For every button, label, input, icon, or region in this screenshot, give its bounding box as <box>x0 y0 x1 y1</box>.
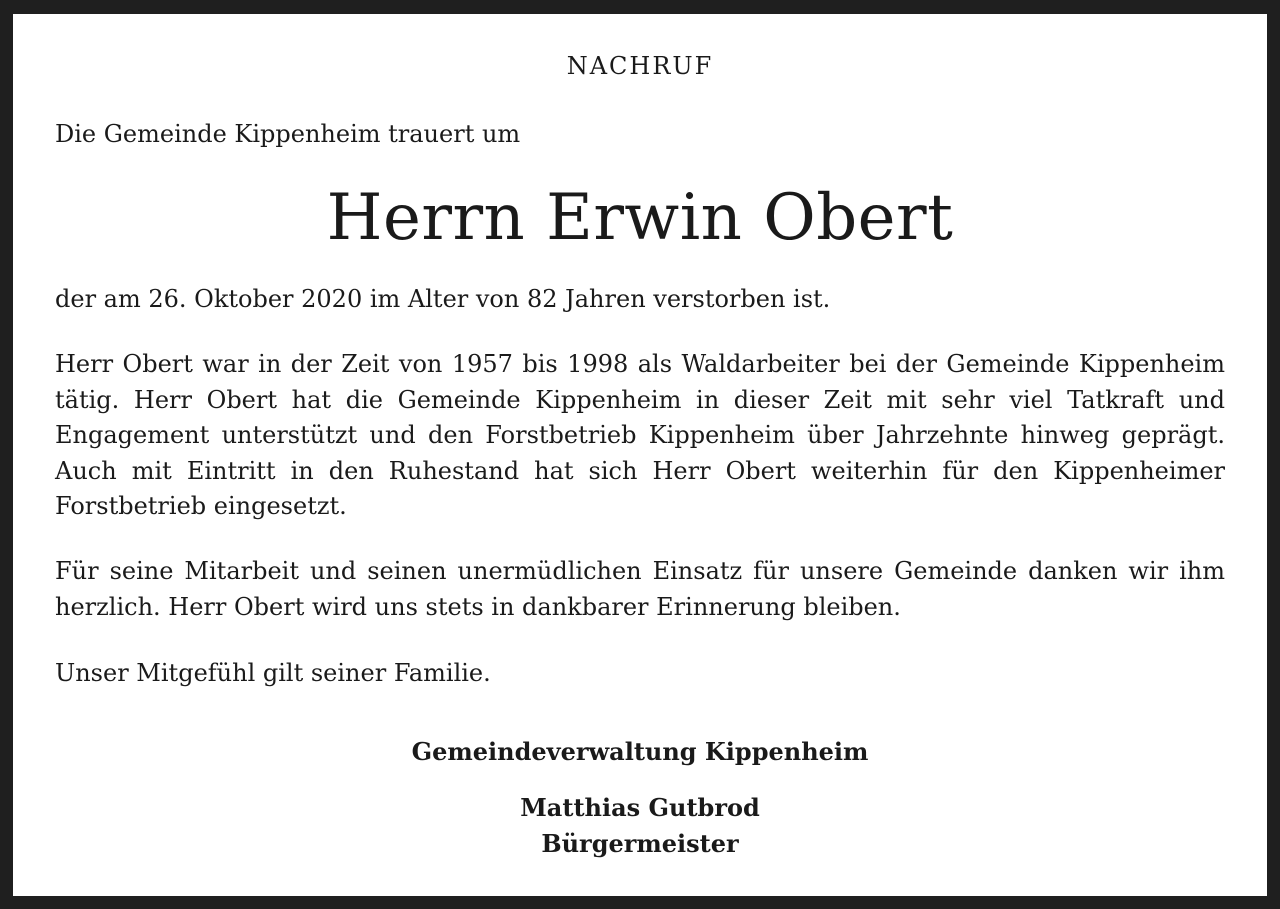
intro-line: Die Gemeinde Kippenheim trauert um <box>55 120 521 148</box>
obituary-notice <box>13 14 1267 896</box>
death-date-line: der am 26. Oktober 2020 im Alter von 82 Jahren verstorben ist. <box>55 285 831 313</box>
signer-name: Matthias Gutbrod <box>520 793 760 822</box>
deceased-name: Herrn Erwin Obert <box>326 181 954 255</box>
notice-heading: NACHRUF <box>566 52 714 80</box>
signing-organization: Gemeindeverwaltung Kippenheim <box>411 737 869 766</box>
condolence-paragraph: Unser Mitgefühl gilt seiner Familie. <box>55 659 491 687</box>
signer <box>13 790 1267 862</box>
signer-title: Bürgermeister <box>541 829 739 858</box>
thanks-paragraph: Für seine Mitarbeit und seinen unermüdlichen Einsatz für unsere Gemeinde danken wir ihm herzlich. Herr Obert wird uns stets in dankbarer Erinnerung bleiben. <box>55 557 1225 621</box>
tribute-paragraph: Herr Obert war in der Zeit von 1957 bis 1998 als Waldarbeiter bei der Gemeinde Kippenheim tätig. Herr Obert hat die Gemeinde Kippenheim in dieser Zeit mit sehr viel Tatkraft und Engagement unterstützt und den Forstbetrieb Kippenheim über Jahrzehnte hinweg geprägt. Auch mit Eintritt in den Ruhestand hat sich Herr Obert weiterhin für den Kippenheimer Forstbetrieb eingesetzt. <box>55 350 1225 520</box>
